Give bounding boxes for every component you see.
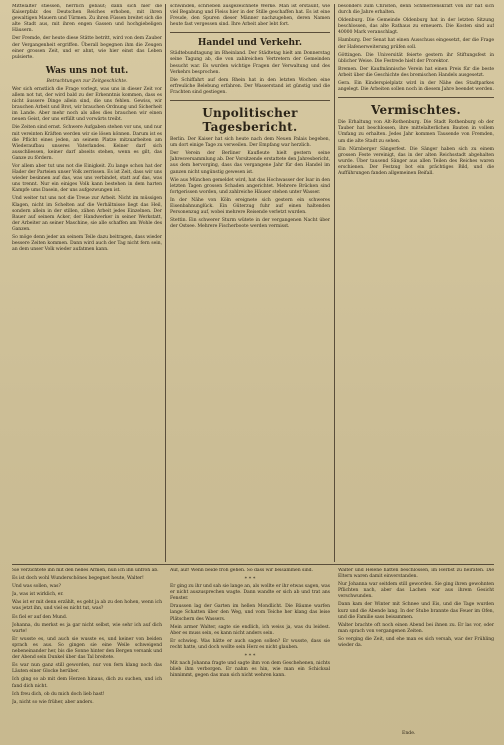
article-text: In der Nähe von Köln ereignete sich gestern ein schweres Eisenbahnunglück. Ein Güterzug fuhr auf einen haltenden Personenzug auf, wobei mehrere Reisende verletzt wurden. [170,197,330,216]
article-text: Wer sich ernstlich die Frage vorlegt, was uns in dieser Zeit vor allem not tut, der wird bald zu der Erkenntnis kommen, dass es nicht äussere Dinge allein sind, die uns fehlen. Gewiss, wir brauchen Arbeit und Brot, wir brauchen Ordnung und Sicherheit im Lande. Aber mehr noch als alles dies brauchen wir einen neuen Geist, der uns erfüllt und vorwärts treibt. [12,86,162,123]
story-text: Mit nach Johanna fragte und sagte ihm von dem Geschehenen, nichts blieb ihm verborgen. Er nahm es hin, wie man ein Schicksal hinnimmt, gegen das man sich nicht wehren kann. [170,661,330,679]
section-heading: Was uns not tut. [45,65,129,76]
story-text: Er wusste es, und auch sie wusste es, und keiner von beiden sprach es aus. So gingen sie eine Weile schweigend nebeneinander her, bis die Sonne hinter den Bergen versank und der Abend sein Dunkel über das Tal breitete. [12,636,162,661]
story-text: Ich ging so ab mit dem Herzen hinaus, dich zu suchen, und ich fand dich nicht. [12,677,162,689]
column-rule [334,4,335,562]
story-text: Ja, was ist wirklich, er. [12,592,64,598]
story-text: Sie verzichtete ihn mit den helles Armen, nun ich ihn unfroh ab. [12,568,159,573]
story-text: Johanna, du merkst es ja gar nicht selbst, wie sehr ich auf dich warte! [12,622,162,634]
story-text: Draussen lag der Garten im hellen Mondlicht. Die Bäume warfen lange Schatten über den Weg, und vom Teiche her klang das leise Plätschern des Wassers. [170,604,330,622]
story-end-mark: Ende. [402,731,416,736]
feuilleton-column-left [12,568,162,740]
article-text: Bremen. Der Kaufmännische Verein hat einen Preis für die beste Arbeit über die Geschichte des bremischen Handels ausgesetzt. [338,66,494,78]
story-text: Was ist er mit denn erzählt, es geht ja ab zu den hohen, wenn ich was jetzt ihn, und viel es nicht tut, was? [12,600,162,612]
section-subheading: Betrachtungen zur Zeitgeschichte. [46,78,128,84]
divider [338,97,494,98]
article-text: Die Erhaltung von Alt-Rothenburg. Die Stadt Rothenburg ob der Tauber hat beschlossen, ihre mittelalterlichen Bauten in vollem Umfang zu erhalten. Jedes Jahr kommen Tausende von Fremden, um die alte Stadt zu sehen. [338,120,494,144]
story-text: Walter und Helene hatten beschlossen, im Herbst zu heiraten. Die Eltern waren damit einverstanden. [338,568,494,580]
column-right [338,4,494,564]
story-text: Es fiel er auf den Mund. [12,614,68,620]
story-text: Es ist doch wohl Wunderschönes begegnet heute, Walter! [12,576,144,582]
story-text: Ja, nicht so wie früher, aber anders. [12,699,94,705]
article-text: So möge denn jeder an seinem Teile dazu beitragen, dass wieder bessere Zeiten kommen. Dann wird auch der Tag nicht fern sein, an dem unser Volk wieder aufatmen kann. [12,235,162,253]
story-text: Es war nun ganz still geworden, nur von fern klang noch das Läuten einer Glocke herüber. [12,663,162,675]
article-text: schwinden, schrieben ausgezeichnete Werke. Man ist erstaunt, wie viel Begabung und Fleiss hier in der Stille geschaffen hat. Es ist eine Freude, den Spuren dieser Männer nachzugehen, deren Namen heute fast vergessen sind. Ihre Arbeit aber lebt fort. [170,4,330,28]
article-text: Die Zeiten sind ernst. Schwere Aufgaben stehen vor uns, und nur mit vereinten Kräften werden wir sie lösen können. Darum ist es die Pflicht eines jeden, an seinem Platze mitzuarbeiten am Wiederaufbau unseres Vaterlandes. Keiner darf sich ausschliessen, keiner darf abseits stehen, wenn es gilt, das Ganze zu fördern. [12,125,162,161]
section-heading: Unpolitischer Tagesbericht. [202,106,298,135]
column-middle [170,4,330,564]
story-text: Ich freu dich, ob du mich doch lieb hast! [12,691,105,697]
article-text: Hamburg. Der Senat hat einen Ausschuss eingesetzt, der die Frage der Hafenerweiterung prüfen soll. [338,38,494,50]
article-text: Göttingen. Die Universität feierte gestern ihr Stiftungsfest in üblicher Weise. Die Festrede hielt der Prorektor. [338,52,494,64]
story-text: Auf, auf! Wenn beide froh gehen. So dass wir beisammen sind. [170,568,313,573]
article-text: Oldenburg. Die Gemeinde Oldenburg hat in der letzten Sitzung beschlossen, das alte Rathaus zu erneuern. Die Kosten sind auf 40000 Mark veranschlagt. [338,18,494,36]
story-text: Mein armer Walter, sagte sie endlich, ich weiss ja, was du leidest. Aber es muss sein, es kann nicht anders sein. [170,624,330,636]
column-left [12,4,162,564]
ornament-stars-icon: * * * [244,576,256,583]
article-text: Der Verein der Berliner Kaufleute hielt gestern seine Jahresversammlung ab. Der Vorsitzende erstattete den Jahresbericht, aus dem hervorging, dass das vergangene Jahr für den Handel im ganzen nicht ungünstig gewesen ist. [170,151,330,175]
story-text: Nur Johanna war seitdem still geworden. Sie ging ihren gewohnten Pflichten nach, aber das Lachen war aus ihrem Gesicht verschwunden. [338,582,494,600]
article-text: Wie aus München gemeldet wird, hat das Hochwasser der Isar in den letzten Tagen grossen Schaden angerichtet. Mehrere Brücken sind fortgerissen worden, und zahlreiche Häuser stehen unter Wasser. [170,177,330,195]
article-text: besonders zum Christen, denn Schmerzenskraft von ihr hat sich durch die Jahre erhalten. [338,4,494,16]
article-text: Stettin. Ein schwerer Sturm wütete in der vergangenen Nacht über der Ostsee. Mehrere Fischerboote werden vermisst. [170,218,330,230]
article-text: Und weiter tut uns not die Treue zur Arbeit. Nicht im müssigen Klagen, nicht im Schelten auf die Verhältnisse liegt das Heil, sondern allein in der stillen, zähen Arbeit jedes Einzelnen. Der Bauer auf seinem Acker, der Handwerker in seiner Werkstatt, der Arbeiter an seiner Maschine, sie alle schaffen am Wohle des Ganzen. [12,196,162,232]
article-text: Der Fremde, der heute diese Stätte betritt, wird von dem Zauber der Vergangenheit ergriffen. Überall begegnen ihm die Zeugen einer grossen Zeit, und er ahnt, wie hier einst das Leben pulsierte. [12,36,162,60]
article-text: Gera. Ein Kinderspielplatz wird in der Nähe des Stadtparkes angelegt. Die Arbeiten sollen noch in diesem Jahre beendet werden. [338,81,494,93]
article-text: Die Schiffahrt auf dem Rhein hat in den letzten Wochen eine erfreuliche Belebung erfahren. Der Wasserstand ist günstig und die Frachten sind gestiegen. [170,77,330,95]
article-text: Berlin. Der Kaiser hat sich heute nach dem Neuen Palais begeben, um dort einige Tage zu verweilen. Der Empfang war herzlich. [170,137,330,149]
feuilleton-column-right [338,568,494,740]
story-text: Er ging zu ihr und sah sie lange an, als wollte er ihr etwas sagen, was er nicht auszusprechen wagte. Dann wandte er sich ab und trat ans Fenster. [170,584,330,602]
article-text: Vor allem aber tut uns not die Einigkeit. Zu lange schon hat der Hader der Parteien unser Volk zerrissen. Es ist Zeit, dass wir uns wieder besinnen auf das, was uns verbindet, statt auf das, was uns trennt. Nur ein einiges Volk kann bestehen in dem harten Kampfe ums Dasein, der uns aufgezwungen ist. [12,163,162,194]
story-text: Walter brachte oft noch einen Abend bei ihnen zu. Er las vor, oder man sprach von vergangenen Zeiten. [338,622,494,634]
story-text: Er schwieg. Was hätte er auch sagen sollen? Er wusste, dass sie recht hatte, und doch wollte sein Herz es nicht glauben. [170,638,330,650]
story-text: So verging die Zeit, und ehe man es sich versah, war der Frühling wieder da. [338,636,494,649]
section-heading: Handel und Verkehr. [197,38,303,49]
column-rule [165,4,166,562]
article-text: Mittelalter stiessen, herrlich gebaut; dann sich hier die Kaiserpfalz des Deutschen Reiches erhoben, mit ihren gewaltigen Mauern und Türmen. Zu ihren Füssen breitet sich die alte Stadt aus, mit ihren engen Gassen und hochgiebeligen Häusern. [12,4,162,34]
section-heading: Vermischtes. [371,103,461,118]
story-text: Dann kam der Winter mit Schnee und Eis, und die Tage wurden kurz und die Abende lang. In der Stube brannte das Feuer im Ofen, und die Familie sass beisammen. [338,602,494,620]
divider [170,100,330,101]
story-text: Und was sollen, was? [12,584,61,590]
ornament-stars-icon: * * * [244,653,256,660]
feuilleton-separator [12,564,494,565]
article-text: Ein Nürnberger Sängerfest. Die Sänger haben sich zu einem grossen Feste vereinigt, das in der alten Reichsstadt abgehalten wurde. Über tausend Sänger aus allen Teilen des Reiches waren erschienen. Der Festzug bot ein prächtiges Bild, und die Aufführungen fanden allgemeinen Beifall. [338,146,494,176]
feuilleton-column-middle [170,568,330,740]
divider [170,32,330,33]
article-text: Städtebundtagung im Rheinland. Der Städtetag hielt am Donnerstag seine Tagung ab, die von zahlreichen Vertretern der Gemeinden besucht war. Es wurden wichtige Fragen der Verwaltung und des Verkehrs besprochen. [170,51,330,75]
